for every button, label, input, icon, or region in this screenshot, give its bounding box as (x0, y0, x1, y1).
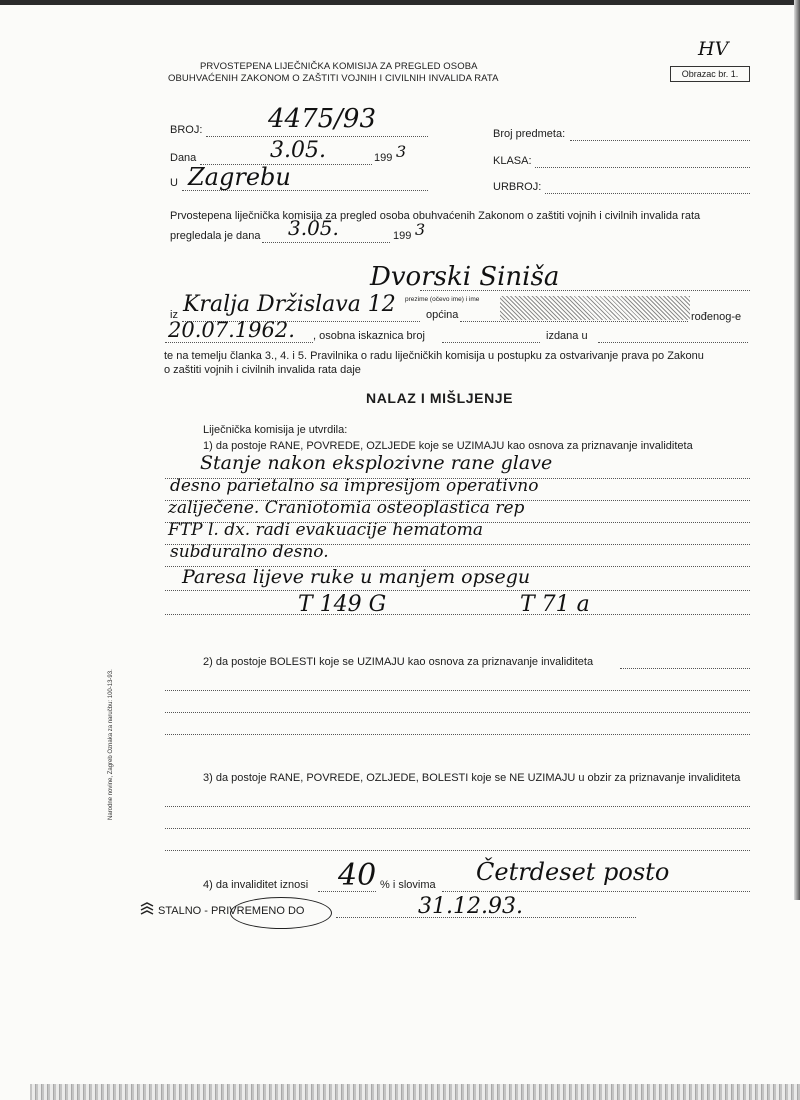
opcina-line (460, 321, 688, 322)
person-name-line (420, 290, 750, 291)
intro-date-line (262, 242, 390, 243)
initials-handwritten: HV (698, 38, 729, 60)
rodenog-label: rođenog-e (691, 311, 742, 323)
klasa-label: KLASA: (493, 155, 532, 167)
findings-intro: Liječnička komisija je utvrdila: (203, 424, 348, 436)
izdana-line (598, 342, 748, 343)
person-address: Kralja Držislava 12 (183, 292, 396, 317)
item-2-rule (165, 690, 750, 691)
osobna-line (442, 342, 540, 343)
urbroj-label: URBROJ: (493, 181, 542, 193)
item-2-rule (165, 734, 750, 735)
invalidity-percent: 40 (338, 858, 377, 893)
finding-handwritten-line: subduralno desno. (170, 542, 329, 562)
printer-note: Narodne novine, Zagreb Oznaka za naručbu: 100-13-93. (108, 669, 114, 820)
redacted-scribble (500, 296, 690, 320)
finding-handwritten-line: Paresa lijeve ruke u manjem opsegu (182, 566, 531, 588)
finding-item-3: 3) da postoje RANE, POVREDE, OZLJEDE, BOLESTI koje se NE UZIMAJU u obzir za priznavanje invaliditeta (203, 772, 741, 784)
item-3-rule (165, 850, 750, 851)
rule-6 (165, 590, 750, 591)
finding-item-2: 2) da postoje BOLESTI koje se UZIMAJU kao osnova za priznavanje invaliditeta (203, 656, 594, 668)
document-title: NALAZ I MIŠLJENJE (366, 390, 514, 406)
header-line-1: PRVOSTEPENA LIJEČNIČKA KOMISIJA ZA PREGLED OSOBA (200, 61, 478, 72)
person-name: Dvorski Siniša (370, 262, 560, 292)
dana-year-suffix: 3 (396, 142, 407, 161)
diagnosis-code: T 71 a (520, 592, 590, 617)
scan-edge-right (794, 0, 800, 900)
broj-label: BROJ: (170, 124, 203, 136)
item-3-rule (165, 806, 750, 807)
u-value: Zagrebu (188, 163, 291, 191)
osobna-label: , osobna iskaznica broj (313, 330, 425, 342)
item-2-line (620, 668, 750, 669)
finding-item-1: 1) da postoje RANE, POVREDE, OZLJEDE koje se UZIMAJU kao osnova za priznavanje invaliditeta (203, 440, 693, 452)
basis-line-1: te na temelju članka 3., 4. i 5. Pravilnika o radu liječničkih komisija u postupku za ostvarivanje prava po Zakonu (164, 350, 704, 362)
dana-label: Dana (170, 152, 197, 164)
izdana-label: izdana u (546, 330, 588, 342)
basis-line-2: o zaštiti vojnih i civilnih invalida rata daje (164, 364, 361, 376)
birth-date-line (165, 342, 313, 343)
birth-date: 20.07.1962. (168, 318, 295, 342)
scan-edge-top (0, 0, 800, 5)
diagnosis-code: T 149 G (298, 592, 387, 617)
item-2-rule (165, 712, 750, 713)
dana-year-prefix: 199 (374, 152, 393, 164)
dana-value: 3.05. (270, 138, 326, 163)
iz-label: iz (170, 309, 178, 321)
intro-year-suffix: 3 (415, 220, 426, 239)
urbroj-line (545, 193, 750, 194)
broj-predmeta-label: Broj predmeta: (493, 128, 566, 140)
intro-line-1: Prvostepena liječnička komisija za pregled osoba obuhvaćenih Zakonom o zaštiti vojnih i civilnih invalida rata (170, 210, 701, 222)
words-line (442, 891, 750, 892)
broj-line (206, 136, 428, 137)
finding-handwritten-line: desno parietalno sa impresijom operativno (170, 476, 539, 496)
finding-handwritten-line: Stanje nakon eksplozivne rane glave (200, 452, 553, 474)
broj-predmeta-line (570, 140, 750, 141)
percent-label: % i slovima (380, 879, 436, 891)
intro-year-prefix: 199 (393, 230, 412, 242)
form-number-box: Obrazac br. 1. (670, 66, 750, 82)
rule-7 (165, 614, 750, 615)
intro-line-2-label: pregledala je dana (170, 230, 261, 242)
finding-item-4-label: 4) da invaliditet iznosi (203, 879, 309, 891)
klasa-line (535, 167, 750, 168)
printer-logo-icon (140, 902, 154, 916)
opcina-label: općina (426, 309, 459, 321)
broj-value: 4475/93 (268, 104, 377, 134)
person-name-caption: prezime (očevo ime) i ime (405, 296, 480, 303)
header-line-2: OBUHVAĆENIH ZAKONOM O ZAŠTITI VOJNIH I CIVILNIH INVALIDA RATA (168, 73, 499, 84)
scan-edge-bottom (30, 1084, 800, 1100)
finding-handwritten-line: FTP l. dx. radi evakuacije hematoma (168, 520, 483, 540)
invalidity-words: Četrdeset posto (476, 858, 670, 886)
status-line: STALNO - PRIVREMENO DO (158, 905, 305, 917)
intro-date: 3.05. (288, 216, 339, 240)
u-label: U (170, 177, 178, 189)
item-3-rule (165, 828, 750, 829)
privremeno-circle (230, 897, 332, 929)
until-date: 31.12.93. (418, 894, 523, 919)
finding-handwritten-line: zaliječene. Craniotomia osteoplastica rep (168, 498, 525, 518)
